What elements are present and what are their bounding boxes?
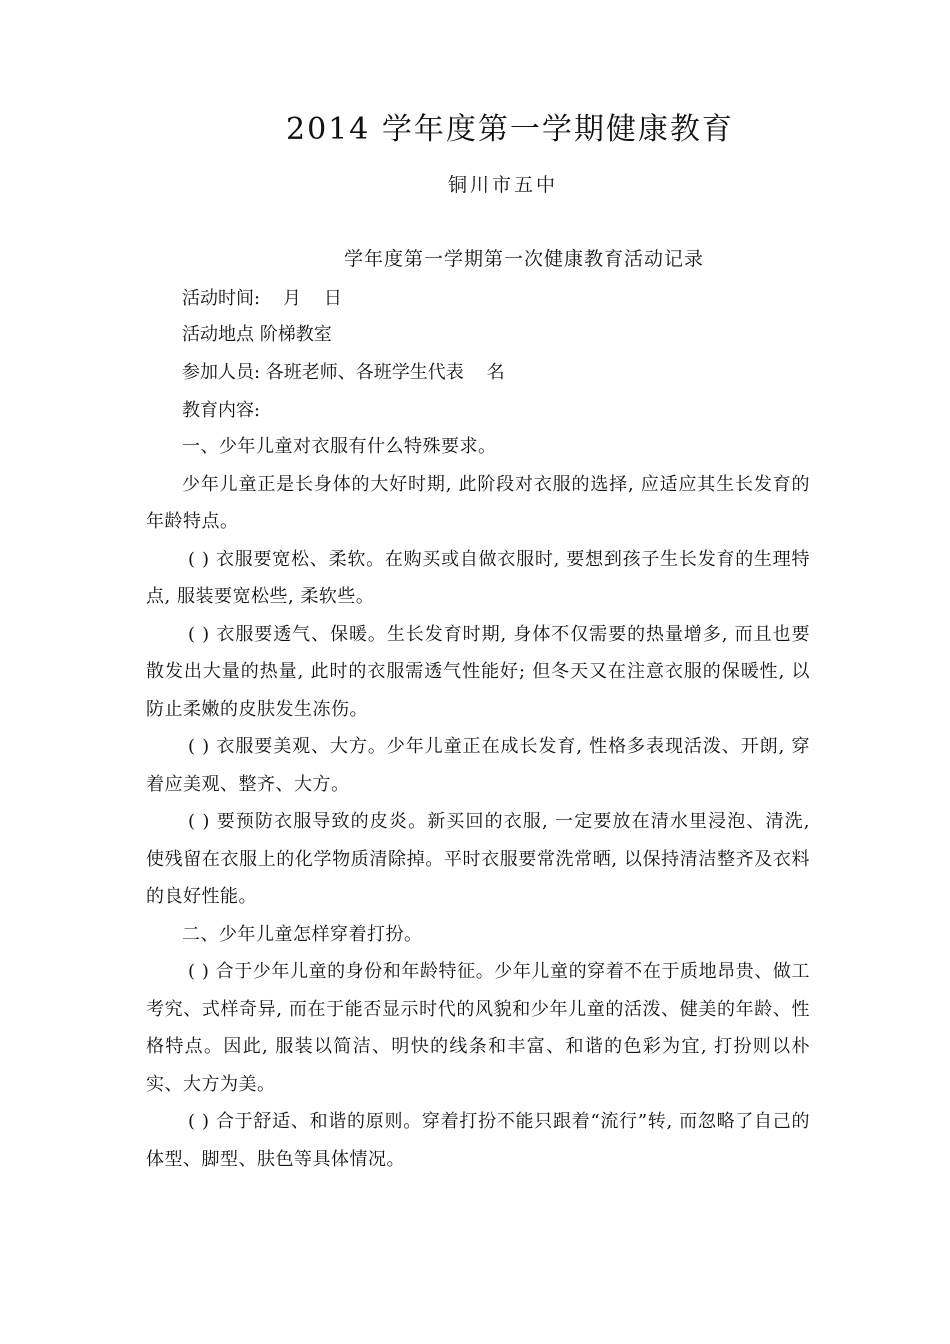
list-item: ( ) 衣服要透气、保暖。生长发育时期, 身体不仅需要的热量增多, 而且也要散发出大量的热量, 此时的衣服需透气性能好; 但冬天又在注意衣服的保暖性, 以防止柔嫩的皮肤发生冻伤。 (146, 623, 810, 720)
list-item: ( ) 合于少年儿童的身份和年龄特征。少年儿童的穿着不在于质地昂贵、做工考究、式样奇异, 而在于能否显示时代的风貌和少年儿童的活泼、健美的年龄、性格特点。因此, 服装以简洁、明快的线条和丰富、和谐的色彩为宜, 打扮则以朴实、大方为美。 (146, 961, 810, 1095)
section-heading-1: 一、少年儿童对衣服有什么特殊要求。 (182, 436, 497, 457)
list-item: ( ) 要预防衣服导致的皮炎。新买回的衣服, 一定要放在清水里浸泡、清洗, 使残留在衣服上的化学物质清除掉。平时衣服要常洗常晒, 以保持清洁整齐及衣料的良好性能。 (146, 811, 810, 907)
document-title: 2014 学年度第一学期健康教育 (286, 112, 734, 147)
list-item: ( ) 衣服要美观、大方。少年儿童正在成长发育, 性格多表现活泼、开朗, 穿着应美观、整齐、大方。 (146, 736, 810, 795)
participants: 参加人员: 各班老师、各班学生代表 名 (182, 362, 505, 383)
list-item: ( ) 衣服要宽松、柔软。在购买或自做衣服时, 要想到孩子生长发育的生理特点, 服装要宽松些, 柔软些。 (146, 548, 810, 607)
school-name: 铜川市五中 (448, 174, 559, 196)
paragraph: 少年儿童正是长身体的大好时期, 此阶段对衣服的选择, 应适应其生长发育的年龄特点。 (146, 473, 810, 532)
record-subtitle: 学年度第一学期第一次健康教育活动记录 (344, 248, 705, 270)
document-body (146, 428, 810, 1178)
section-heading-2: 二、少年儿童怎样穿着打扮。 (182, 923, 423, 945)
activity-time: 活动时间: 月 日 (182, 288, 342, 309)
content-label: 教育内容: (182, 400, 261, 421)
list-item: ( ) 合于舒适、和谐的原则。穿着打扮不能只跟着“流行”转, 而忽略了自己的体型、脚型、肤色等具体情况。 (146, 1111, 810, 1170)
activity-place: 活动地点 阶梯教室 (182, 324, 332, 345)
